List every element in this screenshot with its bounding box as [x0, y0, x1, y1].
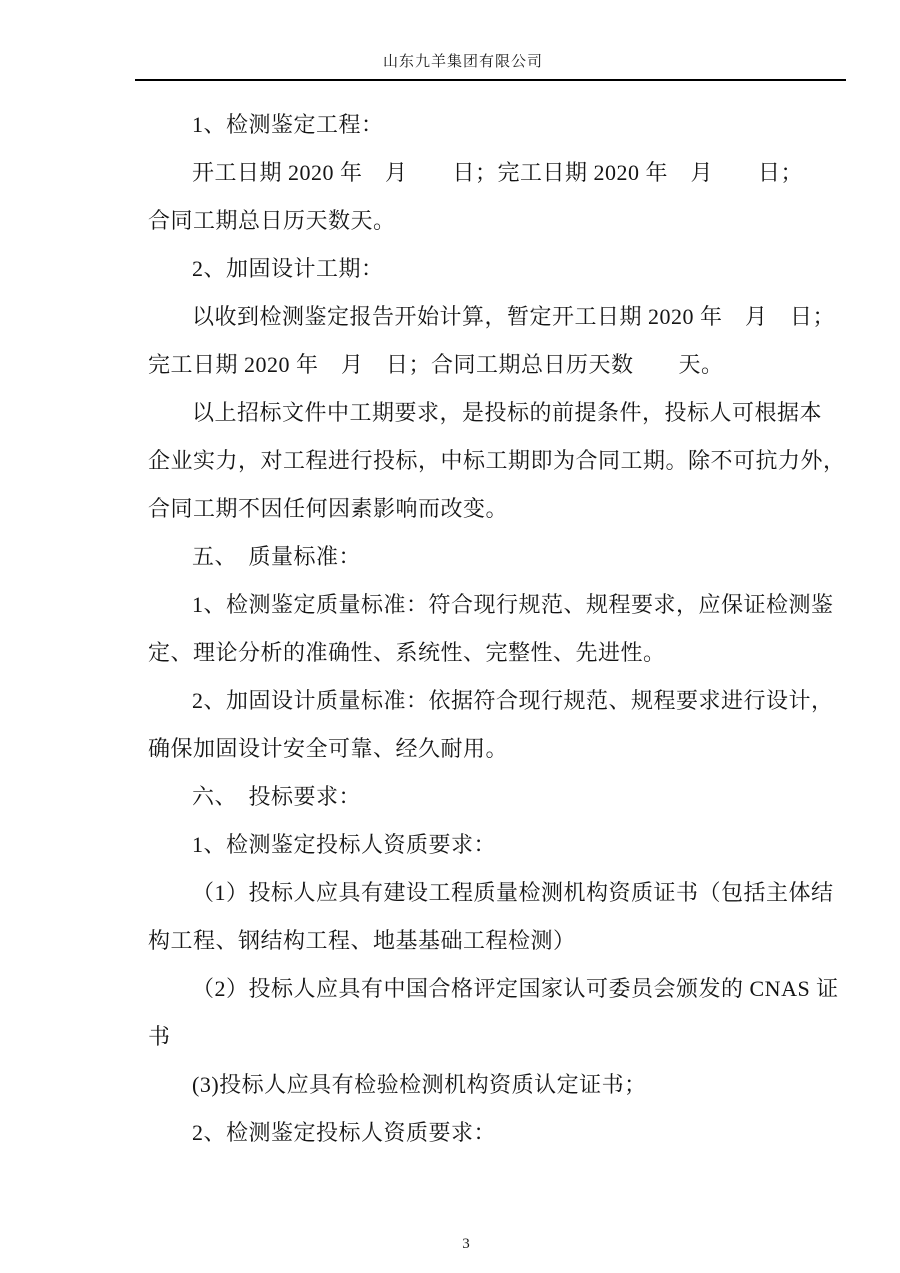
body-line: 2、检测鉴定投标人资质要求：: [192, 1120, 497, 1145]
body-line: 1、检测鉴定质量标准：符合现行规范、规程要求，应保证检测鉴: [192, 592, 834, 617]
body-line: (3)投标人应具有检验检测机构资质认定证书；: [192, 1072, 647, 1097]
body-line: 1、检测鉴定投标人资质要求：: [192, 832, 497, 857]
page-header: [0, 50, 900, 71]
body-line: 以收到检测鉴定报告开始计算，暂定开工日期 2020 年 月 日；: [192, 304, 836, 329]
company-name: 山东九羊集团有限公司: [382, 54, 543, 70]
section-heading: 六、 投标要求：: [192, 784, 362, 809]
body-line: 书: [148, 1024, 171, 1049]
body-line: 定、理论分析的准确性、系统性、完整性、先进性。: [148, 640, 666, 665]
body-line: 完工日期 2020 年 月 日；合同工期总日历天数 天。: [148, 352, 724, 377]
body-line: 开工日期 2020 年 月 日；完工日期 2020 年 月 日；: [192, 160, 804, 185]
body-line: 构工程、钢结构工程、地基基础工程检测）: [148, 928, 576, 953]
body-line: 确保加固设计安全可靠、经久耐用。: [148, 736, 509, 761]
body-line: 2、加固设计工期：: [192, 256, 384, 281]
header-rule: [135, 79, 846, 81]
page-number: 3: [462, 1236, 470, 1252]
body-line: 合同工期总日历天数天。: [148, 208, 396, 233]
body-line: （1）投标人应具有建设工程质量检测机构资质证书（包括主体结: [192, 880, 834, 905]
body-line: 企业实力，对工程进行投标，中标工期即为合同工期。除不可抗力外，: [148, 448, 846, 473]
page-footer: [0, 1236, 900, 1253]
body-line: 1、检测鉴定工程：: [192, 112, 384, 137]
section-heading: 五、 质量标准：: [192, 544, 362, 569]
body-line: 以上招标文件中工期要求，是投标的前提条件，投标人可根据本: [192, 400, 823, 425]
body-line: 合同工期不因任何因素影响而改变。: [148, 496, 509, 521]
body-line: 2、加固设计质量标准：依据符合现行规范、规程要求进行设计，: [192, 688, 834, 713]
body-line: （2）投标人应具有中国合格评定国家认可委员会颁发的 CNAS 证: [192, 976, 839, 1001]
document-body: [148, 101, 852, 1157]
